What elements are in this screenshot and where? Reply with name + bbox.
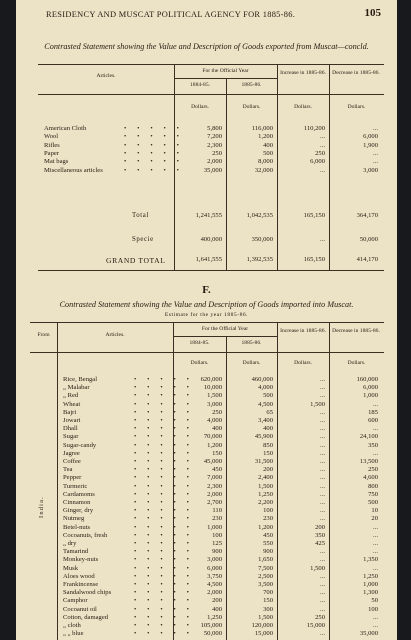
imports-unit: Dollars.	[347, 360, 366, 366]
article-name: Camphor	[63, 597, 88, 605]
leader-dots: • • • • •	[134, 400, 194, 408]
cell-value: ...	[320, 605, 325, 613]
cell-value: ...	[320, 384, 325, 392]
leader-dots: • • • • •	[124, 141, 184, 149]
cell-value: 15,000	[254, 630, 273, 638]
document-page	[16, 0, 397, 640]
exports-specie-value: 350,000	[251, 236, 273, 243]
cell-value: ...	[320, 589, 325, 597]
cell-value: 50	[371, 597, 378, 605]
exports-unit: Dollars.	[347, 104, 366, 110]
cell-value: 350	[315, 531, 325, 539]
article-name: Dhall	[63, 425, 78, 433]
cell-value: 6,000	[207, 564, 222, 572]
cell-value: ...	[373, 540, 378, 547]
cell-value: 120,000	[251, 622, 273, 629]
imports-caption: Contrasted Statement showing the Value and Description of Goods imported into Muscat.	[59, 300, 354, 309]
exports-unit: Dollars.	[294, 104, 312, 110]
cell-value: 1,350	[363, 556, 378, 564]
cell-value: 1,250	[258, 490, 273, 498]
cell-value: 250	[212, 408, 222, 416]
cell-value: 2,500	[258, 572, 273, 580]
exports-total-value: 364,170	[356, 212, 378, 219]
cell-value: 230	[212, 515, 222, 523]
cell-value: 4,000	[258, 384, 273, 392]
cell-value: ...	[320, 556, 325, 564]
cell-value: 1,200	[258, 523, 273, 531]
leader-dots: • • • • •	[134, 622, 194, 629]
running-header	[16, 7, 397, 21]
article-name: Nutmeg	[63, 515, 85, 523]
article-name: Musk	[63, 564, 79, 572]
running-title: RESIDENCY AND MUSCAT POLITICAL AGENCY FOR 1885-86.	[46, 10, 296, 19]
exports-header-official-year: For the Official Year	[202, 68, 249, 74]
cell-value: ...	[320, 441, 325, 449]
cell-value: 20	[371, 515, 378, 523]
cell-value: ...	[320, 630, 325, 638]
cell-value: 3,000	[207, 556, 222, 564]
article-name: Sandalwood chips	[63, 589, 112, 597]
article-name: „ „ blue	[63, 630, 84, 638]
leader-dots: • • • • •	[124, 125, 184, 132]
cell-value: 116,000	[251, 125, 273, 132]
cell-value: ...	[373, 523, 378, 531]
leader-dots: • • • • •	[134, 572, 194, 580]
cell-value: 500	[368, 499, 378, 506]
leader-dots: • • • • •	[134, 564, 194, 572]
cell-value: ...	[320, 392, 325, 400]
leader-dots: • • • • •	[134, 499, 194, 506]
article-name: American Cloth	[44, 125, 87, 132]
section-letter: F.	[202, 284, 211, 296]
article-name: Cinnamon	[63, 499, 91, 506]
cell-value: 1,500	[258, 613, 273, 621]
cell-value: 850	[263, 441, 273, 449]
cell-value: 3,750	[207, 572, 222, 580]
article-name: Rifles	[44, 141, 60, 149]
cell-value: ...	[320, 597, 325, 605]
exports-specie-label: Specie	[132, 236, 154, 243]
cell-value: 1,250	[207, 613, 222, 621]
leader-dots: • • • • •	[124, 166, 184, 174]
article-name: Cardamoms	[63, 490, 95, 498]
cell-value: 4,500	[258, 400, 273, 408]
exports-grand-total-value: 1,641,555	[195, 256, 222, 263]
cell-value: 1,650	[258, 556, 273, 564]
cell-value: 1,500	[207, 392, 222, 400]
leader-dots: • • • • •	[134, 408, 194, 416]
article-name: Ginger, dry	[63, 507, 94, 515]
cell-value: 2,000	[207, 589, 222, 597]
cell-value: 1,250	[363, 572, 378, 580]
cell-value: 400	[212, 425, 222, 433]
article-name: Cocoanut oil	[63, 605, 97, 613]
imports-header-from: From	[37, 332, 50, 338]
cell-value: 2,200	[258, 499, 273, 506]
cell-value: 150	[263, 449, 273, 457]
cell-value: 150	[263, 597, 273, 605]
cell-value: 250	[315, 149, 325, 157]
leader-dots: • • • • •	[124, 149, 184, 157]
leader-dots: • • • • •	[134, 548, 194, 556]
article-name: Turmeric	[63, 482, 88, 490]
imports-unit: Dollars.	[190, 360, 209, 366]
cell-value: 105,000	[200, 622, 222, 629]
cell-value: 500	[263, 149, 273, 157]
cell-value: 65	[266, 408, 273, 416]
cell-value: 1,900	[363, 141, 378, 149]
cell-value: 3,000	[363, 166, 378, 174]
cell-value: 3,000	[207, 400, 222, 408]
imports-header-increase: Increase in 1885-86.	[280, 328, 326, 334]
cell-value: ...	[373, 425, 378, 433]
leader-dots: • • • • •	[134, 425, 194, 433]
leader-dots: • • • • •	[134, 597, 194, 605]
cell-value: 7,200	[207, 133, 222, 141]
exports-total-value: 165,150	[303, 212, 325, 219]
cell-value: ...	[373, 149, 378, 157]
leader-dots: • • • • •	[134, 441, 194, 449]
article-name: Tamarind	[63, 548, 89, 556]
leader-dots: • • • • •	[134, 605, 194, 613]
cell-value: 100	[368, 605, 378, 613]
imports-unit: Dollars.	[294, 360, 312, 366]
cell-value: 13,500	[359, 458, 378, 465]
cell-value: 35,000	[359, 630, 378, 638]
article-name: Sugar	[63, 433, 79, 441]
cell-value: 1,200	[258, 133, 273, 141]
cell-value: 200	[212, 597, 222, 605]
cell-value: ...	[320, 133, 325, 141]
leader-dots: • • • • •	[134, 433, 194, 441]
exports-header-increase: Increase in 1885-86.	[280, 70, 326, 76]
cell-value: 250	[315, 613, 325, 621]
article-name: Mat bags	[44, 158, 69, 166]
cell-value: 1,500	[258, 482, 273, 490]
leader-dots: • • • • •	[134, 589, 194, 597]
exports-specie-value: 400,000	[200, 236, 222, 243]
imports-region-label: India.	[38, 496, 45, 518]
article-name: „ Red	[63, 392, 79, 400]
cell-value: ...	[320, 458, 325, 465]
exports-grand-total-value: 414,170	[356, 256, 378, 263]
cell-value: 700	[263, 589, 273, 597]
exports-total-value: 1,042,535	[246, 212, 273, 219]
imports-header-decrease: Decrease in 1885-86.	[332, 328, 380, 334]
cell-value: 6,000	[363, 384, 378, 392]
cell-value: 125	[212, 540, 222, 547]
cell-value: ...	[320, 425, 325, 433]
cell-value: 1,500	[310, 400, 325, 408]
cell-value: 250	[368, 466, 378, 474]
cell-value: 250	[212, 149, 222, 157]
leader-dots: • • • • •	[134, 466, 194, 474]
cell-value: 350	[368, 441, 378, 449]
cell-value: 400	[263, 141, 273, 149]
article-name: Wheat	[63, 400, 81, 408]
article-name: Frankincense	[63, 581, 99, 588]
article-name: „ dry	[63, 540, 77, 547]
leader-dots: • • • • •	[134, 482, 194, 490]
cell-value: 900	[212, 548, 222, 556]
cell-value: 460,000	[251, 376, 273, 383]
imports-unit: Dollars.	[242, 360, 261, 366]
exports-unit: Dollars.	[242, 104, 261, 110]
cell-value: 2,300	[207, 141, 222, 149]
leader-dots: • • • • •	[134, 507, 194, 515]
cell-value: 550	[263, 540, 273, 547]
cell-value: 6,000	[310, 158, 325, 166]
leader-dots: • • • • •	[134, 630, 194, 638]
article-name: Paper	[44, 149, 60, 157]
cell-value: 35,000	[203, 166, 222, 174]
leader-dots: • • • • •	[134, 384, 194, 392]
exports-unit: Dollars.	[191, 104, 209, 110]
page-number: 105	[364, 7, 381, 19]
cell-value: 24,100	[359, 433, 378, 441]
cell-value: 15,000	[306, 622, 325, 629]
cell-value: 10,000	[203, 384, 222, 392]
leader-dots: • • • • •	[124, 158, 184, 166]
cell-value: ...	[320, 474, 325, 482]
imports-header-articles: Articles.	[105, 332, 125, 338]
imports-rule-year	[173, 336, 277, 337]
cell-value: 4,600	[363, 474, 378, 482]
cell-value: 185	[368, 408, 378, 416]
imports-header-y1: 1884-85.	[189, 340, 210, 346]
cell-value: ...	[373, 622, 378, 629]
cell-value: ...	[373, 548, 378, 556]
cell-value: ...	[320, 376, 325, 383]
exports-grand-total-value: 1,392,535	[246, 256, 273, 263]
exports-total-value: 1,241,555	[195, 212, 222, 219]
leader-dots: • • • • •	[134, 449, 194, 457]
leader-dots: • • • • •	[134, 523, 194, 531]
cell-value: 1,300	[363, 589, 378, 597]
cell-value: 110,200	[303, 125, 325, 132]
exports-specie-value: 50,000	[359, 236, 378, 243]
cell-value: ...	[320, 449, 325, 457]
cell-value: ...	[320, 482, 325, 490]
cell-value: ...	[320, 515, 325, 523]
imports-vline	[57, 322, 58, 640]
article-name: Jagree	[63, 449, 80, 457]
cell-value: 5,800	[207, 125, 222, 132]
cell-value: ...	[320, 408, 325, 416]
cell-value: 900	[263, 548, 273, 556]
cell-value: 500	[263, 392, 273, 400]
imports-rule-head	[30, 352, 384, 353]
article-name: Tea	[63, 466, 73, 474]
exports-rule-top	[38, 64, 384, 65]
cell-value: ...	[320, 499, 325, 506]
cell-value: 600	[368, 417, 378, 424]
cell-value: 2,400	[258, 474, 273, 482]
imports-subcaption: Estimate for the year 1885-86.	[164, 312, 249, 318]
cell-value: ...	[320, 166, 325, 174]
imports-header-official-year: For the Official Year	[201, 326, 249, 332]
cell-value: 800	[368, 482, 378, 490]
exports-total-label: Total	[132, 212, 149, 219]
cell-value: 8,000	[258, 158, 273, 166]
cell-value: 2,000	[207, 158, 222, 166]
cell-value: ...	[320, 548, 325, 556]
leader-dots: • • • • •	[134, 474, 194, 482]
cell-value: ...	[373, 449, 378, 457]
cell-value: ...	[320, 581, 325, 588]
article-name: Monkey-nuts	[63, 556, 99, 564]
exports-header-y1: 1884-85.	[189, 82, 211, 88]
exports-grand-total-value: 165,150	[303, 256, 325, 263]
cell-value: 450	[263, 531, 273, 539]
cell-value: 400	[212, 605, 222, 613]
cell-value: 1,000	[363, 392, 378, 400]
article-name: Pepper	[63, 474, 82, 482]
cell-value: ...	[320, 572, 325, 580]
cell-value: 3,400	[258, 417, 273, 424]
leader-dots: • • • • •	[134, 540, 194, 547]
exports-rule-bottom	[38, 270, 384, 271]
cell-value: 750	[368, 490, 378, 498]
leader-dots: • • • • •	[134, 417, 194, 424]
leader-dots: • • • • •	[134, 490, 194, 498]
cell-value: ...	[320, 141, 325, 149]
cell-value: ...	[320, 507, 325, 515]
exports-header-decrease: Decrease in 1885-86.	[332, 70, 380, 76]
cell-value: ...	[320, 433, 325, 441]
cell-value: 2,700	[207, 499, 222, 506]
cell-value: 620,000	[200, 376, 222, 383]
article-name: Miscellaneous articles	[44, 166, 103, 174]
exports-header-y2: 1885-86.	[241, 82, 262, 88]
cell-value: 150	[212, 449, 222, 457]
cell-value: ...	[373, 531, 378, 539]
cell-value: 4,500	[207, 581, 222, 588]
cell-value: 6,000	[363, 133, 378, 141]
cell-value: 1,000	[207, 523, 222, 531]
cell-value: 200	[315, 523, 325, 531]
cell-value: ...	[373, 564, 378, 572]
cell-value: 1,200	[207, 441, 222, 449]
article-name: „ Malabar	[63, 384, 90, 392]
cell-value: 450	[212, 466, 222, 474]
leader-dots: • • • • •	[124, 133, 184, 141]
cell-value: 100	[212, 531, 222, 539]
cell-value: ...	[320, 417, 325, 424]
article-name: Betel-nuts	[63, 523, 91, 531]
cell-value: ...	[320, 490, 325, 498]
cell-value: 1,500	[310, 564, 325, 572]
leader-dots: • • • • •	[134, 376, 194, 383]
cell-value: 2,000	[207, 490, 222, 498]
cell-value: 1,000	[363, 581, 378, 588]
imports-header-y2: 1885-86.	[241, 340, 262, 346]
leader-dots: • • • • •	[134, 613, 194, 621]
article-name: Coffee	[63, 458, 81, 465]
leader-dots: • • • • •	[134, 556, 194, 564]
article-name: Cotton, damaged	[63, 613, 109, 621]
article-name: Rice, Bengal	[63, 376, 98, 383]
cell-value: ...	[320, 466, 325, 474]
cell-value: ...	[373, 125, 378, 132]
exports-grand-total-label: GRAND TOTAL	[106, 256, 166, 265]
article-name: „ cloth	[63, 622, 81, 629]
exports-caption: Contrasted Statement showing the Value and Description of Goods exported from Muscat—concld.	[44, 42, 369, 51]
cell-value: 400	[263, 425, 273, 433]
cell-value: 100	[263, 507, 273, 515]
article-name: Aloes wood	[63, 572, 95, 580]
cell-value: 300	[263, 605, 273, 613]
cell-value: 200	[263, 466, 273, 474]
cell-value: 110	[212, 507, 222, 515]
cell-value: ...	[373, 613, 378, 621]
cell-value: 7,000	[207, 474, 222, 482]
cell-value: 50,000	[203, 630, 222, 638]
leader-dots: • • • • •	[134, 531, 194, 539]
cell-value: 31,500	[254, 458, 273, 465]
article-name: Jowari	[63, 417, 81, 424]
cell-value: 4,000	[207, 417, 222, 424]
cell-value: 45,900	[254, 433, 273, 441]
article-name: Wool	[44, 133, 59, 141]
leader-dots: • • • • •	[134, 392, 194, 400]
cell-value: 32,000	[254, 166, 273, 174]
cell-value: 3,500	[258, 581, 273, 588]
cell-value: 2,300	[207, 482, 222, 490]
cell-value: 70,000	[203, 433, 222, 441]
leader-dots: • • • • •	[134, 515, 194, 523]
article-name: Cocoanuts, fresh	[63, 531, 108, 539]
cell-value: 230	[263, 515, 273, 523]
cell-value: 425	[315, 540, 325, 547]
exports-rule-head	[38, 94, 384, 95]
article-name: Bajri	[63, 408, 77, 416]
exports-header-articles: Articles.	[96, 73, 116, 79]
article-name: Sugar-candy	[63, 441, 97, 449]
cell-value: 10	[371, 507, 378, 515]
cell-value: 45,000	[203, 458, 222, 465]
cell-value: 160,000	[356, 376, 378, 383]
leader-dots: • • • • •	[134, 581, 194, 588]
cell-value: 7,500	[258, 564, 273, 572]
cell-value: ...	[373, 158, 378, 166]
leader-dots: • • • • •	[134, 458, 194, 465]
cell-value: ...	[373, 400, 378, 408]
imports-rule-top	[30, 322, 384, 323]
exports-specie-value: ...	[320, 236, 325, 243]
